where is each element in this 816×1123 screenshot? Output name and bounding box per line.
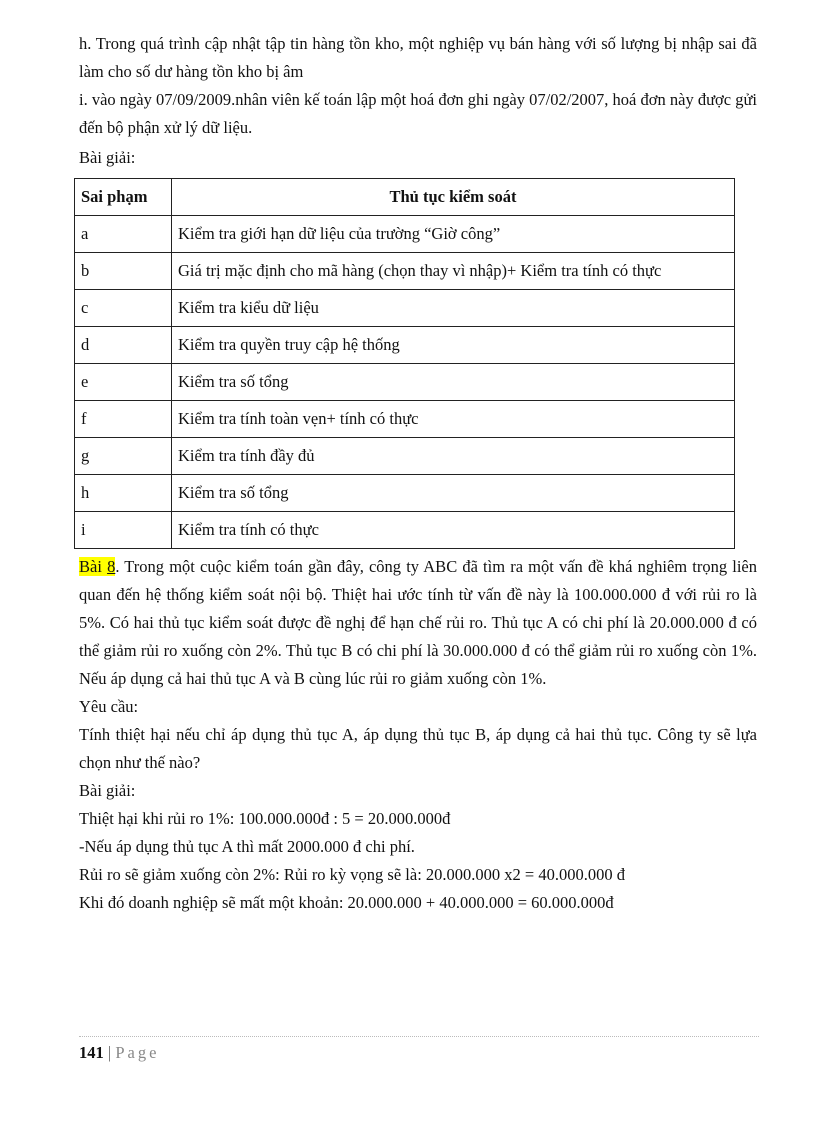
header-procedure: Thủ tục kiểm soát [172,179,735,216]
page-word: Page [115,1043,160,1062]
cell-violation: b [75,253,172,290]
solution-line: Khi đó doanh nghiệp sẽ mất một khoản: 20.000.000 + 40.000.000 = 60.000.000đ [79,893,614,912]
table-row [75,216,735,253]
page-number: 141 [79,1043,104,1062]
requirement-label: Yêu cầu: [79,697,139,716]
table-row [75,327,735,364]
header-violation: Sai phạm [75,179,172,216]
page-separator: | [107,1043,112,1062]
cell-violation: c [75,290,172,327]
cell-violation: e [75,364,172,401]
document-page [79,30,757,917]
table-row [75,364,735,401]
exercise-intro-text: . Trong một cuộc kiểm toán gần đây, công ty ABC đã tìm ra một vấn đề khá nghiêm trọng liên quan đến hệ thống kiểm soát nội bộ. Thiệt hai ước tính từ vấn đề này là 100.000.000 đ với rủi ro là 5%. Có hai thủ tục kiểm soát được đề nghị để hạn chế rủi ro. Thủ tục A có chi phí là 20.000.000 đ có thể giảm rủi ro xuống còn 2%. Thủ tục B có chi phí là 30.000.000 đ có thể giảm rủi ro xuống còn 1%. Nếu áp dụng cả hai thủ tục A và B cùng lúc rủi ro giảm xuống còn 1%. [79,557,758,688]
cell-procedure: Kiểm tra số tổng [172,475,735,512]
table-row [75,438,735,475]
solution-line: Thiệt hại khi rủi ro 1%: 100.000.000đ : 5 = 20.000.000đ [79,809,451,828]
control-procedures-table [74,178,735,549]
page-footer [79,1036,759,1063]
cell-violation: i [75,512,172,549]
cell-procedure: Kiểm tra số tổng [172,364,735,401]
table-row [75,253,735,290]
exercise-solution-label: Bài giải: [79,781,136,800]
solution-line: -Nếu áp dụng thủ tục A thì mất 2000.000 đ chi phí. [79,837,415,856]
page-footer-text [79,1043,759,1063]
exercise-label-number: 8 [107,557,116,576]
table-header-row [75,179,735,216]
exercise-8-label [79,557,115,576]
cell-procedure: Kiểm tra kiểu dữ liệu [172,290,735,327]
cell-procedure: Kiểm tra giới hạn dữ liệu của trường “Giờ công” [172,216,735,253]
cell-procedure: Kiểm tra quyền truy cập hệ thống [172,327,735,364]
cell-procedure: Giá trị mặc định cho mã hàng (chọn thay vì nhập)+ Kiểm tra tính có thực [172,253,735,290]
exercise-label-word: Bài [79,557,102,576]
exercise-8-intro [79,553,757,693]
cell-violation: f [75,401,172,438]
paragraph-h: h. Trong quá trình cập nhật tập tin hàng tồn kho, một nghiệp vụ bán hàng với số lượng bị nhập sai đã làm cho số dư hàng tồn kho bị âm [79,34,757,81]
table-row [75,512,735,549]
table-row [75,475,735,512]
cell-procedure: Kiểm tra tính đầy đủ [172,438,735,475]
cell-violation: d [75,327,172,364]
solution-label: Bài giải: [79,148,136,167]
cell-procedure: Kiểm tra tính toàn vẹn+ tính có thực [172,401,735,438]
table-row [75,290,735,327]
requirement-text: Tính thiệt hại nếu chỉ áp dụng thủ tục A, áp dụng thủ tục B, áp dụng cả hai thủ tục. Công ty sẽ lựa chọn như thế nào? [79,725,757,772]
solution-line: Rủi ro sẽ giảm xuống còn 2%: Rủi ro kỳ vọng sẽ là: 20.000.000 x2 = 40.000.000 đ [79,865,625,884]
paragraph-i: i. vào ngày 07/09/2009.nhân viên kế toán lập một hoá đơn ghi ngày 07/02/2007, hoá đơn này được gửi đến bộ phận xử lý dữ liệu. [79,90,757,137]
table-row [75,401,735,438]
cell-violation: h [75,475,172,512]
cell-violation: g [75,438,172,475]
cell-violation: a [75,216,172,253]
cell-procedure: Kiểm tra tính có thực [172,512,735,549]
